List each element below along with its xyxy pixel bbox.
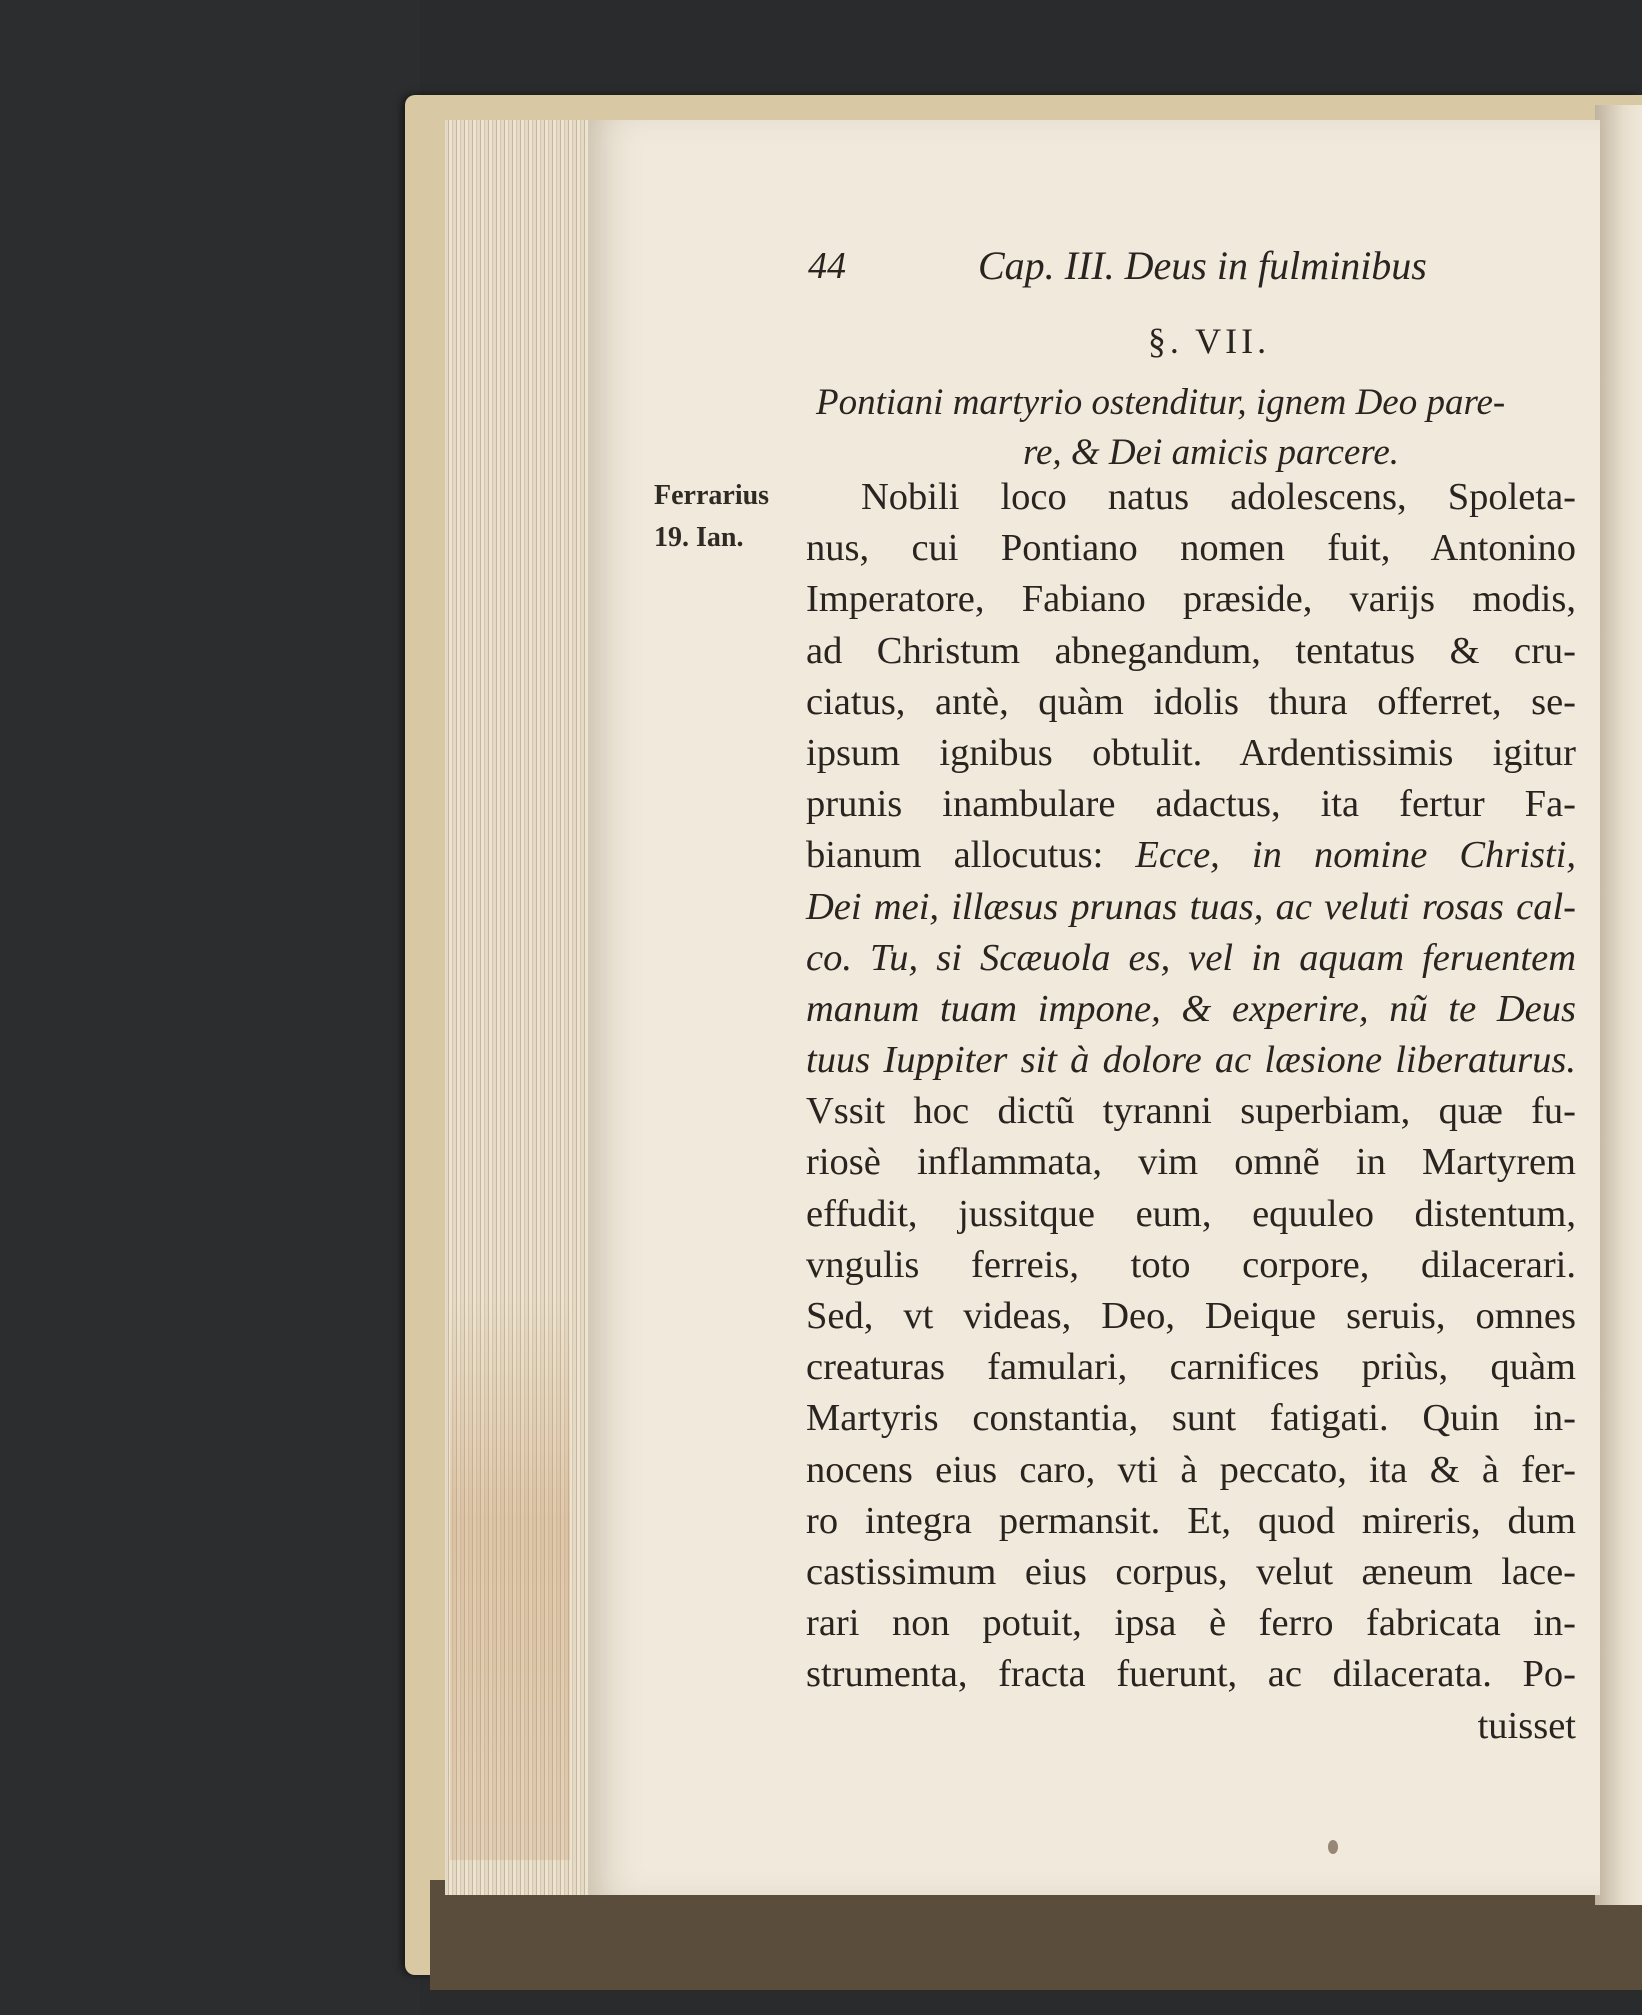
text-line: creaturas famulari, carnifices priùs, quàm — [806, 1346, 1576, 1389]
text-line — [806, 830, 1576, 881]
body-text — [806, 472, 1576, 1752]
book-cover-bottom — [430, 1880, 1642, 1990]
text-line-roman: bianum allocutus: — [806, 834, 1104, 877]
text-line: ad Christum abnegandum, tentatus & cru- — [806, 629, 1576, 672]
text-line: rari non potuit, ipsa è ferro fabricata in- — [806, 1602, 1576, 1645]
text-line: co. Tu, si Scæuola es, vel in aquam feruentem — [806, 936, 1576, 979]
text-line-italic: Ecce, in nomine Christi, — [1135, 834, 1576, 877]
text-line: riosè inflammata, vim omnẽ in Martyrem — [806, 1141, 1576, 1184]
text-line: Martyris constantia, sunt fatigati. Quin in- — [806, 1397, 1576, 1440]
section-mark: §. VII. — [1147, 321, 1271, 361]
text-line: vngulis ferreis, toto corpore, dilacerari. — [806, 1243, 1576, 1286]
text-line: tuisset — [1477, 1704, 1576, 1747]
text-line: ipsum ignibus obtulit. Ardentissimis igitur — [806, 731, 1576, 774]
ink-smudge — [1328, 1840, 1338, 1854]
marginal-note-line: Ferrarius — [654, 480, 770, 511]
text-line: effudit, jussitque eum, equuleo distentum, — [806, 1192, 1576, 1235]
text-line: Dei mei, illæsus prunas tuas, ac veluti rosas cal- — [806, 885, 1576, 928]
running-title: Cap. III. Deus in fulminibus — [978, 243, 1427, 288]
dark-backdrop — [0, 0, 420, 2015]
text-line: nocens eius caro, vti à peccato, ita & à fer- — [806, 1448, 1576, 1491]
page-text-area — [588, 120, 1600, 1895]
section-heading — [816, 378, 1576, 478]
section-heading-line: re, & Dei amicis parcere. — [1022, 432, 1400, 473]
facing-page-gutter — [1595, 105, 1642, 1905]
text-line: Imperatore, Fabiano præside, varijs modis, — [806, 578, 1576, 621]
text-line: strumenta, fracta fuerunt, ac dilacerata. Po- — [806, 1653, 1576, 1696]
text-line: Nobili loco natus adolescens, Spoleta- — [861, 476, 1576, 518]
edge-stain — [450, 1300, 570, 1860]
text-line: Vssit hoc dictũ tyranni superbiam, quæ fu- — [806, 1090, 1576, 1133]
text-line: castissimum eius corpus, velut æneum lace- — [806, 1550, 1576, 1593]
section-heading-line: Pontiani martyrio ostenditur, ignem Deo pare- — [816, 382, 1506, 423]
text-line: ciatus, antè, quàm idolis thura offerret, se- — [806, 680, 1576, 723]
book-page — [588, 120, 1600, 1895]
text-line: nus, cui Pontiano nomen fuit, Antonino — [806, 527, 1576, 570]
page-number: 44 — [808, 245, 846, 287]
marginal-note — [654, 475, 769, 559]
text-line: ro integra permansit. Et, quod mireris, dum — [806, 1499, 1576, 1542]
marginal-note-line: 19. Ian. — [654, 522, 744, 553]
text-line: tuus Iuppiter sit à dolore ac læsione liberaturus. — [806, 1039, 1576, 1082]
text-line: Sed, vt videas, Deo, Deique seruis, omnes — [806, 1295, 1576, 1337]
text-line: manum tuam impone, & experire, nũ te Deus — [806, 987, 1576, 1030]
text-line: prunis inambulare adactus, ita fertur Fa- — [806, 783, 1576, 826]
